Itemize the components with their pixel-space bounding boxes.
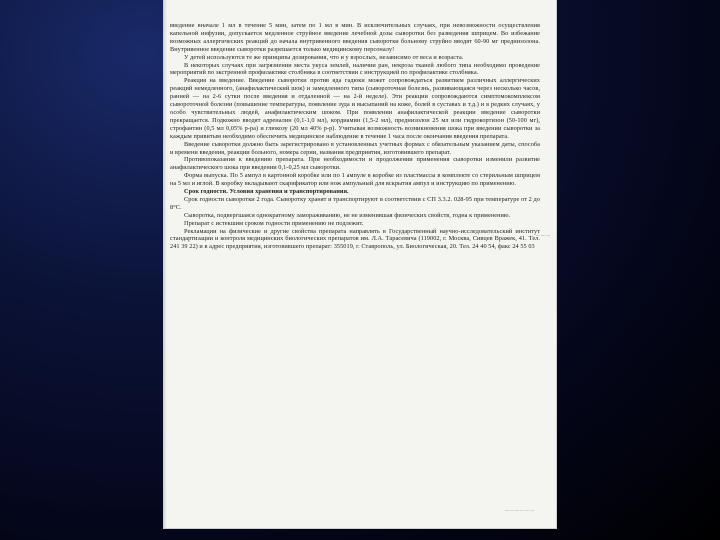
paragraph-contraindications: Противопоказания к введению препарата. При необходимости и продолжении применения сыворотки изменили развитие анафилактического шока при введении 0,1-0,25 мл сыворотки.	[170, 156, 540, 172]
paragraph-complaints: Рекламации на физические и другие свойства препарата направлять в Государственный научно-исследовательский институт стандартизации и контроля медицинских биологических препаратов им. Л.А. Тарасевича (119002, г. Москва, Сивцев Вражек, 41. Тел. 241 39 22) и в адрес предприятия, изготовившего препарат: 355019, г. Ставрополь, ул. Биологическая, 20. Тел. 24 40 54, факс 24 55 03	[170, 227, 540, 251]
scan-edge	[164, 0, 167, 528]
paragraph-reaction: Реакция на введение. Введение сыворотки против яда гадюки может сопровождаться развитием различных аллергических реакций немедленного, (анафилактический шок) и замедленного типа (сывороточная болезнь, развивающаяся через несколько часов, ранней — на 2-6 сутки после введения и отдаленной — на 2-й неделе). Эти реакции сопровождаются симптомокомплексом сывороточной болезни (повышение температуры, появление зуда и высыпаний на коже, болей в суставах и т.д.) и в редких случаях, у особо чувствительных людей, анафилактическим шоком. При появлении анафилактической реакции введение сыворотки прекращается. Подкожно вводят адреналин (0,1-1,0 мл), кордиамин (1,5-2 мл), преднизолон 25 мл или гидрокортизон (50-100 мг), строфантин (0,5 мл 0,05% р-ра) и глюкозу (20 мл 40% р-р). Учитывая возможность возникновения шока при введении сыворотки за каждым привитым необходимо обеспечить медицинское наблюдение в течение 1 часа после окончания введения препарата.	[170, 77, 540, 140]
scanned-document-page	[164, 0, 556, 528]
paragraph-registration: Введение сыворотки должно быть зарегистрировано в установленных учетных формах с обязательным указанием даты, способа и времени введения, реакции больного, номера серии, названия предприятия, изготовившего препарат.	[170, 140, 540, 156]
paragraph-iv-admin: введение вначале 1 мл в течение 5 мин, затем по 1 мл в мин. В исключительных случаях, при невозможности осуществления капельной инфузии, допускается медленное струйное введение лечебной дозы сыворотки без разведения шприцем. Во избежание возможных аллергических реакций до начала внутривенного введения сыворотки больному струйно вводят 60-90 мг преднизолона. Внутривенное введение сыворотки разрешается только медицинскому персоналу!	[170, 22, 540, 53]
margin-note: — — —	[536, 232, 550, 237]
footer-note: — — — — — —	[505, 507, 534, 512]
paragraph-release-form: Форма выпуска. По 5 ампул в картонной коробке или по 1 ампуле в коробке из пластмассы в комплекте со стерильным шприцем на 5 мл и иглой. В коробку вкладывают скарификатор или нож ампульный для вскрытия ампул и инструкцию по применению.	[170, 172, 540, 188]
paragraph-shelf-life-heading: Срок годности. Условия хранения и транспортирования.	[184, 188, 349, 196]
paragraph-expired: Препарат с истекшим сроком годности применению не подлежит.	[184, 219, 364, 227]
paragraph-shelf-life: Срок годности сыворотки 2 года. Сыворотку хранят и транспортируют в соответствии с СП 3.3.2. 028-95 при температуре от 2 до 8°С.	[170, 195, 540, 211]
paragraph-freezing: Сыворотка, подвергшаяся однократному замораживанию, не не изменившая физических свойств, годна к применению.	[184, 211, 511, 219]
paragraph-children: У детей используются те же принципы дозирования, что и у взрослых, независимо от веса и возраста.	[184, 53, 464, 61]
document-body	[170, 22, 540, 251]
paragraph-tetanus: В некоторых случаях при загрязнении места укуса землей, наличии ран, некроза тканей любого типа необходимо проведение мероприятий по экстренной профилактике столбняка в соответствии с инструкцией по профилактике столбняка.	[170, 61, 540, 77]
